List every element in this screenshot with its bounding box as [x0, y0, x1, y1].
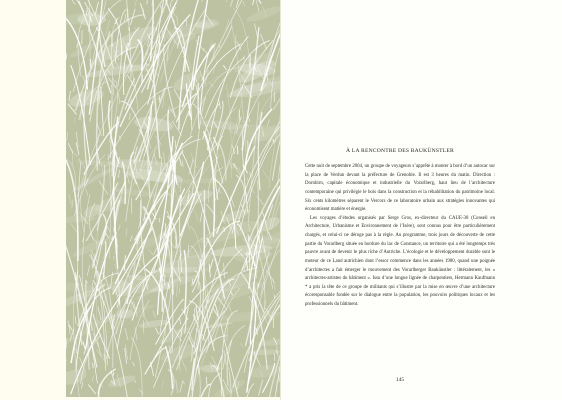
page-number: 145 — [395, 377, 405, 383]
grass-photograph — [66, 0, 280, 397]
article-paragraph: Cette nuit de septembre 2004, un groupe de voyageurs s’apprête à monter à bord d’un autocar sur la place de Verdun devant la préfecture de Grenoble. Il est 3 heures du matin. Direction : Dornbirn, capitale économique et industrielle du Vorarlberg, haut lieu de l’architecture contemporaine qui privilégie le bois dans la construction et la réhabilitation du patrimoine local. Six cents kilomètres séparent le Vercors de ce laboratoire urbain aux stratégies innovantes qui économisent matière et énergie. — [305, 164, 495, 213]
grass-illustration — [66, 0, 280, 397]
article-heading: À LA RENCONTRE DES BAUKÜNSTLER — [346, 148, 454, 154]
article-paragraph: Les voyages d’études organisés par Serge Gros, ex-directeur du CAUE-38 (Conseil en Architecture, Urbanisme et Environnement de l’Isère), sont connus pour être particulièrement chargés, et celui-ci ne déroge pas à la règle. Au programme, trois jours de découverte de cette partie du Vorarlberg située en bordure du lac de Constance, un territoire qui a été longtemps très pauvre avant de devenir le plus riche d’Autriche. L’écologie et le développement durable sont le moteur de ce Land autrichien dont l’essor commence dans les années 1980, quand une poignée d’architectes a fait émerger le mouvement des Vorarlberger Baukünstler : littéralement, les « architectes-artistes du bâtiment ». Issu d’une longue lignée de charpentiers, Hermann Kaufmann * a pris la tête de ce groupe de militants qui s’illustre par la mise en œuvre d’une architecture écoresponsable fondée sur le dialogue entre la population, les pouvoirs politiques locaux et les professionnels du bâtiment. — [305, 215, 495, 307]
article — [305, 148, 495, 310]
